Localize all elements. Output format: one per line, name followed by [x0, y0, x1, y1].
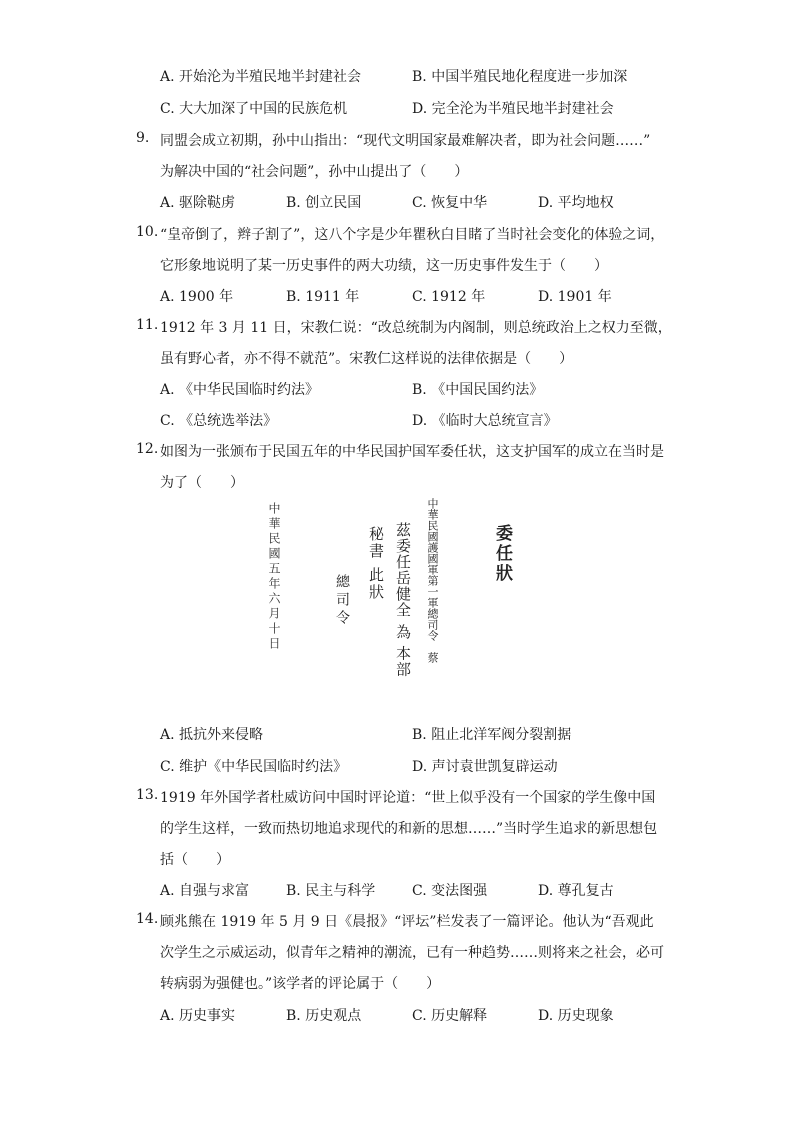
q12-stem-line2: 为了（ ） — [160, 475, 244, 491]
q13-stem-line2: 的学生这样，一致而热切地追求现代的和新的思想……”当时学生追求的新思想包 — [160, 821, 658, 837]
certificate-text-2: 茲委任岳健全 為 本部 — [394, 522, 412, 678]
q9-option-d[interactable]: D. 平均地权 — [538, 195, 614, 211]
q10-option-c[interactable]: C. 1912 年 — [412, 289, 486, 305]
q12-option-b[interactable]: B. 阻止北洋军阀分裂割据 — [412, 727, 572, 743]
q13-stem-line1: 1919 年外国学者杜威访问中国时评论道：“世上似乎没有一个国家的学生像中国 — [160, 790, 656, 806]
q14-stem-line3: 转病弱为强健也。”该学者的评论属于（ ） — [160, 976, 441, 992]
q14-option-c[interactable]: C. 历史解释 — [412, 1008, 488, 1024]
q8-option-c[interactable]: C. 大大加深了中国的民族危机 — [160, 101, 348, 117]
q11-option-a[interactable]: A. 《中华民国临时约法》 — [160, 382, 320, 398]
q11-option-b[interactable]: B. 《中国民国约法》 — [412, 382, 544, 398]
q14-option-b[interactable]: B. 历史观点 — [286, 1008, 362, 1024]
q12-option-d[interactable]: D. 声讨袁世凯复辟运动 — [412, 759, 558, 775]
q9-option-c[interactable]: C. 恢复中华 — [412, 195, 488, 211]
q13-number: 13. — [136, 787, 159, 803]
q10-option-d[interactable]: D. 1901 年 — [538, 289, 612, 305]
q14-option-a[interactable]: A. 历史事实 — [160, 1008, 236, 1024]
q8-option-d[interactable]: D. 完全沦为半殖民地半封建社会 — [412, 101, 614, 117]
q10-number: 10. — [136, 224, 159, 240]
q11-option-d[interactable]: D. 《临时大总统宣言》 — [412, 413, 558, 429]
q9-stem-line1: 同盟会成立初期，孙中山指出：“现代文明国家最难解决者，即为社会问题……” — [160, 133, 651, 149]
q10-option-b[interactable]: B. 1911 年 — [286, 289, 360, 305]
appointment-certificate-figure — [258, 494, 528, 690]
q11-option-c[interactable]: C. 《总统选举法》 — [160, 413, 278, 429]
q14-stem-line2: 次学生之示威运动，似青年之精神的潮流，已有一种趋势……则将来之社会，必可 — [160, 945, 664, 961]
q13-option-d[interactable]: D. 尊孔复古 — [538, 883, 614, 899]
q13-option-a[interactable]: A. 自强与求富 — [160, 883, 250, 899]
q12-number: 12. — [136, 441, 159, 457]
certificate-date: 中華民國五年六月十日 — [267, 502, 281, 652]
q14-number: 14. — [136, 911, 159, 927]
certificate-title: 委任狀 — [492, 524, 512, 584]
q12-stem-line1: 如图为一张颁布于民国五年的中华民国护国军委任状，这支护国军的成立在当时是 — [160, 444, 664, 460]
q13-stem-line3: 括（ ） — [160, 852, 230, 868]
q14-stem-line1: 顾兆熊在 1919 年 5 月 9 日《晨报》“评坛”栏发表了一篇评论。他认为“吾观此 — [160, 914, 654, 930]
q9-option-b[interactable]: B. 创立民国 — [286, 195, 362, 211]
certificate-signer: 總司令 — [334, 574, 350, 628]
q11-number: 11. — [136, 317, 159, 333]
q9-stem-line2: 为解决中国的“社会问题”，孙中山提出了（ ） — [160, 164, 469, 180]
certificate-text-1: 秘書 此狀 — [367, 526, 385, 601]
q12-option-c[interactable]: C. 维护《中华民国临时约法》 — [160, 759, 348, 775]
q9-number: 9. — [136, 130, 150, 146]
q10-stem-line1: “皇帝倒了，辫子割了”，这八个字是少年瞿秋白目睹了当时社会变化的体验之词， — [160, 227, 665, 243]
q13-option-b[interactable]: B. 民主与科学 — [286, 883, 376, 899]
q14-option-d[interactable]: D. 历史现象 — [538, 1008, 614, 1024]
q9-option-a[interactable]: A. 驱除鞑虏 — [160, 195, 236, 211]
q13-option-c[interactable]: C. 变法图强 — [412, 883, 488, 899]
certificate-text-3: 中華民國護國軍第一軍總司令 蔡 — [426, 498, 439, 663]
q8-option-b[interactable]: B. 中国半殖民地化程度进一步加深 — [412, 69, 628, 85]
q8-option-a[interactable]: A. 开始沦为半殖民地半封建社会 — [160, 69, 362, 85]
q10-stem-line2: 它形象地说明了某一历史事件的两大功绩，这一历史事件发生于（ ） — [160, 258, 608, 274]
q12-option-a[interactable]: A. 抵抗外来侵略 — [160, 727, 264, 743]
q11-stem-line2: 虽有野心者，亦不得不就范”。宋教仁这样说的法律依据是（ ） — [160, 351, 574, 367]
q11-stem-line1: 1912 年 3 月 11 日，宋教仁说：“改总统制为内阁制，则总统政治上之权力至微， — [160, 320, 672, 336]
q10-option-a[interactable]: A. 1900 年 — [160, 289, 234, 305]
